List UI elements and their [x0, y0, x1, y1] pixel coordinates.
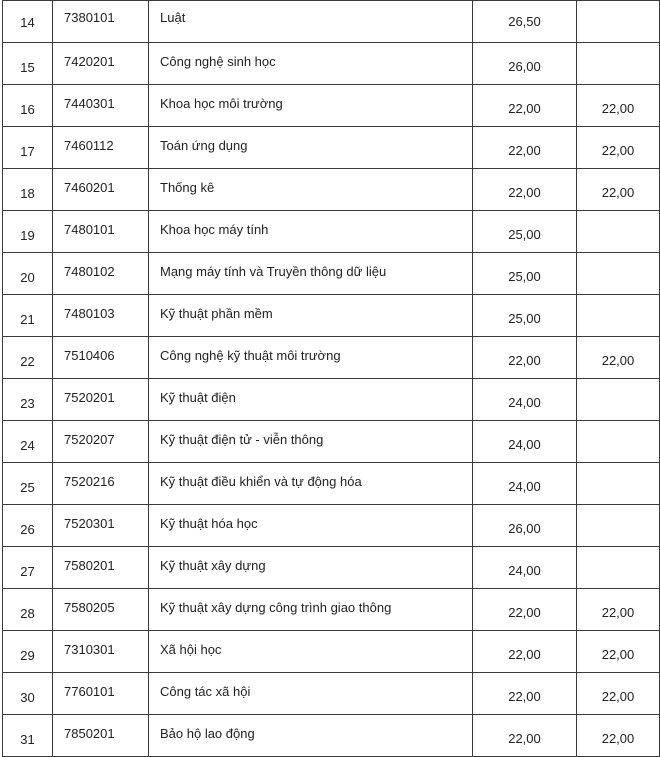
score-primary: 22,00 [473, 715, 577, 757]
admission-score-table [2, 0, 660, 757]
table-row [3, 295, 660, 337]
score-primary: 22,00 [473, 589, 577, 631]
score-secondary: 22,00 [577, 85, 660, 127]
row-number: 26 [3, 505, 53, 547]
major-name: Kỹ thuật điện tử - viễn thông [149, 421, 473, 463]
row-number: 16 [3, 85, 53, 127]
score-primary: 22,00 [473, 631, 577, 673]
score-primary: 22,00 [473, 127, 577, 169]
major-code: 7380101 [53, 1, 149, 43]
row-number: 14 [3, 1, 53, 43]
table-row [3, 337, 660, 379]
score-secondary: 22,00 [577, 127, 660, 169]
major-name: Bảo hộ lao động [149, 715, 473, 757]
score-secondary [577, 253, 660, 295]
score-secondary [577, 295, 660, 337]
score-primary: 24,00 [473, 379, 577, 421]
table-row [3, 253, 660, 295]
major-code: 7580205 [53, 589, 149, 631]
major-code: 7850201 [53, 715, 149, 757]
major-code: 7760101 [53, 673, 149, 715]
row-number: 28 [3, 589, 53, 631]
major-code: 7480101 [53, 211, 149, 253]
score-primary: 22,00 [473, 85, 577, 127]
table-row [3, 1, 660, 43]
row-number: 27 [3, 547, 53, 589]
major-name: Luật [149, 1, 473, 43]
table-body [3, 1, 660, 757]
score-secondary [577, 421, 660, 463]
score-secondary: 22,00 [577, 631, 660, 673]
major-name: Kỹ thuật hóa học [149, 505, 473, 547]
score-primary: 25,00 [473, 211, 577, 253]
major-code: 7510406 [53, 337, 149, 379]
table-row [3, 505, 660, 547]
score-secondary: 22,00 [577, 589, 660, 631]
major-name: Thống kê [149, 169, 473, 211]
major-code: 7480103 [53, 295, 149, 337]
major-name: Công nghệ sinh học [149, 43, 473, 85]
major-name: Toán ứng dụng [149, 127, 473, 169]
row-number: 19 [3, 211, 53, 253]
score-primary: 22,00 [473, 169, 577, 211]
table-row [3, 169, 660, 211]
major-name: Kỹ thuật xây dựng [149, 547, 473, 589]
row-number: 24 [3, 421, 53, 463]
table-row [3, 547, 660, 589]
major-code: 7440301 [53, 85, 149, 127]
score-secondary: 22,00 [577, 715, 660, 757]
score-primary: 26,00 [473, 43, 577, 85]
score-secondary [577, 43, 660, 85]
score-primary: 26,50 [473, 1, 577, 43]
score-secondary: 22,00 [577, 169, 660, 211]
score-primary: 26,00 [473, 505, 577, 547]
table-row [3, 715, 660, 757]
table-row [3, 673, 660, 715]
score-primary: 24,00 [473, 463, 577, 505]
major-code: 7460201 [53, 169, 149, 211]
row-number: 15 [3, 43, 53, 85]
table-row [3, 379, 660, 421]
score-primary: 22,00 [473, 673, 577, 715]
score-primary: 25,00 [473, 295, 577, 337]
row-number: 25 [3, 463, 53, 505]
major-code: 7580201 [53, 547, 149, 589]
score-secondary: 22,00 [577, 337, 660, 379]
major-name: Xã hội học [149, 631, 473, 673]
score-primary: 25,00 [473, 253, 577, 295]
major-name: Kỹ thuật điều khiển và tự động hóa [149, 463, 473, 505]
major-name: Kỹ thuật xây dựng công trình giao thông [149, 589, 473, 631]
major-name: Công nghệ kỹ thuật môi trường [149, 337, 473, 379]
score-primary: 24,00 [473, 547, 577, 589]
table-row [3, 85, 660, 127]
major-code: 7460112 [53, 127, 149, 169]
major-code: 7520207 [53, 421, 149, 463]
table-row [3, 211, 660, 253]
major-name: Kỹ thuật phần mềm [149, 295, 473, 337]
major-code: 7420201 [53, 43, 149, 85]
score-primary: 22,00 [473, 337, 577, 379]
table-row [3, 589, 660, 631]
major-code: 7520301 [53, 505, 149, 547]
row-number: 21 [3, 295, 53, 337]
major-name: Khoa học môi trường [149, 85, 473, 127]
row-number: 18 [3, 169, 53, 211]
major-name: Công tác xã hội [149, 673, 473, 715]
row-number: 22 [3, 337, 53, 379]
major-name: Khoa học máy tính [149, 211, 473, 253]
table-row [3, 463, 660, 505]
score-secondary [577, 463, 660, 505]
row-number: 20 [3, 253, 53, 295]
row-number: 30 [3, 673, 53, 715]
score-secondary [577, 547, 660, 589]
score-secondary [577, 1, 660, 43]
major-name: Mạng máy tính và Truyền thông dữ liệu [149, 253, 473, 295]
score-primary: 24,00 [473, 421, 577, 463]
score-secondary [577, 379, 660, 421]
table-row [3, 631, 660, 673]
major-code: 7520216 [53, 463, 149, 505]
major-code: 7520201 [53, 379, 149, 421]
row-number: 17 [3, 127, 53, 169]
row-number: 23 [3, 379, 53, 421]
score-secondary: 22,00 [577, 673, 660, 715]
major-code: 7310301 [53, 631, 149, 673]
row-number: 31 [3, 715, 53, 757]
major-code: 7480102 [53, 253, 149, 295]
table-row [3, 127, 660, 169]
score-secondary [577, 211, 660, 253]
table-row [3, 43, 660, 85]
major-name: Kỹ thuật điện [149, 379, 473, 421]
row-number: 29 [3, 631, 53, 673]
score-secondary [577, 505, 660, 547]
table-row [3, 421, 660, 463]
